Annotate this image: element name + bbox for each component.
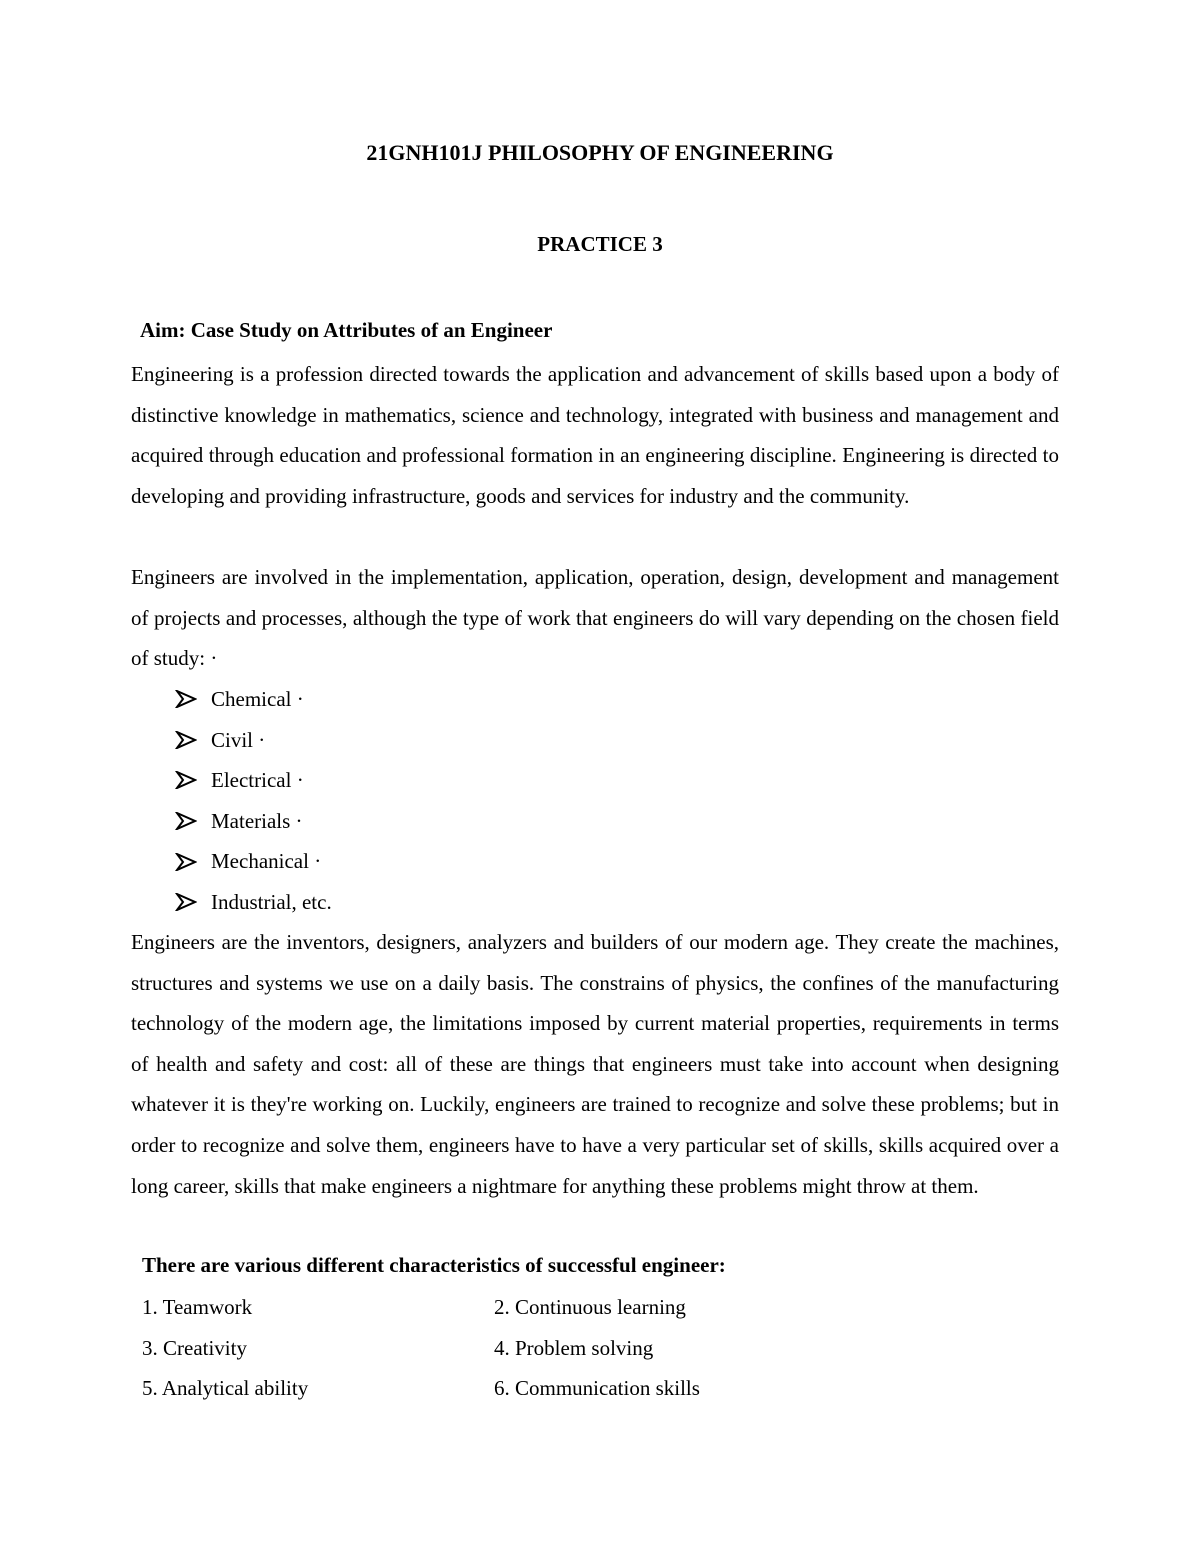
intro-paragraph: Engineering is a profession directed towards the application and advancement of skills based upon a body of distinctive knowledge in mathematics, science and technology, integrated with business and management and acquired through education and professional formation in an engineering discipline. Engineering is directed to developing and providing infrastructure, goods and services for industry and the community. (131, 362, 1059, 508)
list-item (175, 882, 332, 923)
list-item-label: Mechanical · (211, 849, 322, 874)
list-item (175, 801, 332, 842)
list-item-label: Materials · (211, 808, 303, 833)
arrowhead-bullet-icon (175, 771, 211, 789)
engineers-description-paragraph: Engineers are the inventors, designers, analyzers and builders of our modern age. They create the machines, structures and systems we use on a daily basis. The constrains of physics, the confines of the manufacturing technology of the modern age, the limitations imposed by current material properties, requirements in terms of health and safety and cost: all of these are things that engineers must take into account when designing whatever it is they're working on. Luckily, engineers are trained to recognize and solve these problems; but in order to recognize and solve them, engineers have to have a very particular set of skills, skills acquired over a long career, skills that make engineers a nightmare for anything these problems might throw at them. (131, 930, 1059, 1198)
arrowhead-bullet-icon (175, 853, 211, 871)
arrowhead-bullet-icon (175, 690, 211, 708)
list-item: 2. Continuous learning (494, 1295, 686, 1319)
aim-heading: Aim: Case Study on Attributes of an Engineer (140, 318, 553, 342)
arrowhead-bullet-icon (175, 731, 211, 749)
fields-intro-paragraph: Engineers are involved in the implementation, application, operation, design, development and management of projects and processes, although the type of work that engineers do will vary depending on the chosen field of study: · (131, 565, 1059, 671)
list-item: 6. Communication skills (494, 1376, 700, 1401)
characteristics-heading: There are various different characteristics of successful engineer: (142, 1253, 726, 1277)
list-item: 1. Teamwork (142, 1295, 253, 1319)
list-item-label: Industrial, etc. (211, 889, 332, 914)
arrowhead-bullet-icon (175, 812, 211, 830)
practice-heading: PRACTICE 3 (537, 232, 663, 256)
list-item (175, 720, 332, 761)
list-item: 5. Analytical ability (142, 1376, 309, 1401)
list-item (175, 760, 332, 801)
list-item (175, 841, 332, 882)
list-item: 4. Problem solving (494, 1335, 654, 1360)
engineering-fields-list (175, 679, 332, 923)
list-item (175, 679, 332, 720)
list-item-label: Civil · (211, 727, 266, 752)
document-title: 21GNH101J PHILOSOPHY OF ENGINEERING (366, 140, 834, 165)
list-item: 3. Creativity (142, 1335, 247, 1360)
list-item-label: Electrical · (211, 768, 304, 793)
characteristics-list (142, 1287, 902, 1409)
list-item-label: Chemical · (211, 687, 304, 711)
arrowhead-bullet-icon (175, 893, 211, 911)
